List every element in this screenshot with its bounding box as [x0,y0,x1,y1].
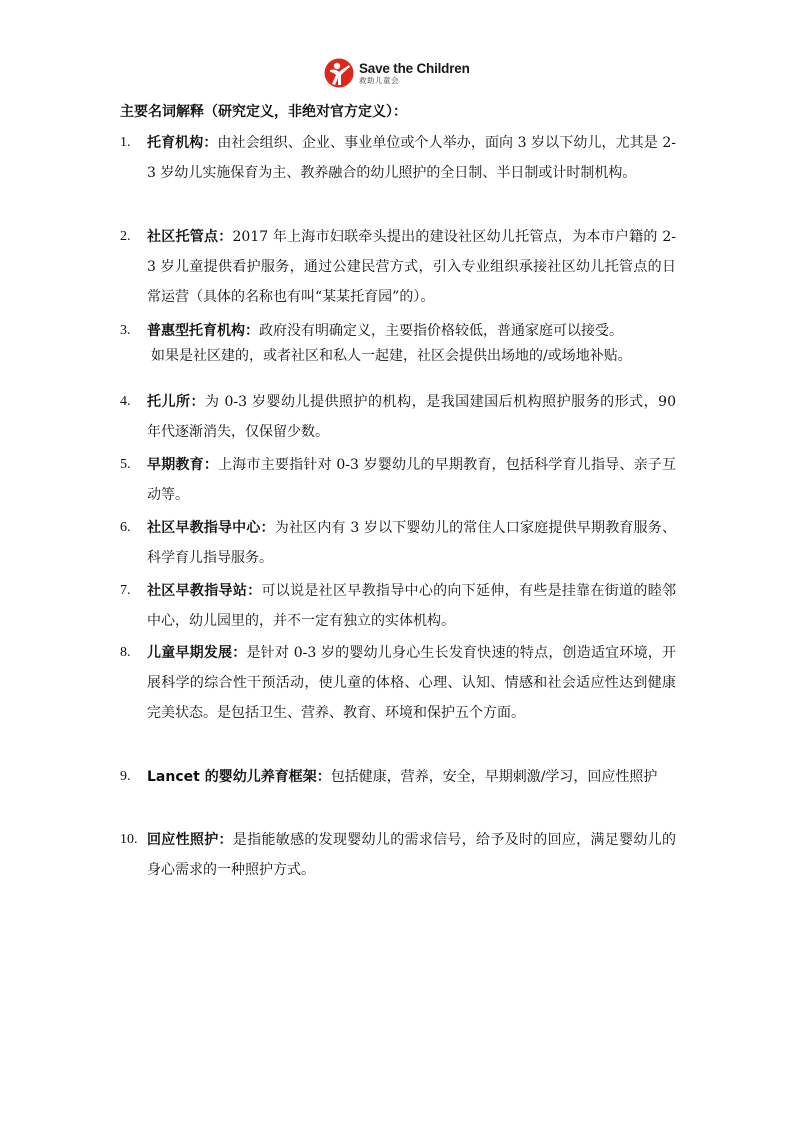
item-number: 1. [120,135,131,150]
item-term: 社区早教指导中心： [147,520,275,536]
page-heading: 主要名词解释（研究定义，非绝对官方定义）： [120,104,407,120]
item-text [147,128,676,188]
item-number: 5. [120,457,131,472]
item-text [147,762,676,792]
item-description: 是指能敏感的发现婴幼儿的需求信号，给予及时的回应，满足婴幼儿的身心需求的一种照护方式。 [147,832,677,878]
item-description: 可以说是社区早教指导中心的向下延伸，有些是挂靠在街道的睦邻中心，幼儿园里的，并不一定有独立的实体机构。 [147,583,677,629]
item-description-continued: 如果是社区建的，或者社区和私人一起建，社区会提供出场地的/或场地补贴。 [151,348,632,364]
item-term: Lancet 的婴幼儿养育框架： [147,769,331,785]
item-text [147,513,676,573]
item-term: 儿童早期发展： [147,645,247,661]
item-term: 托育机构： [147,135,218,151]
item-description: 由社会组织、企业、事业单位或个人举办，面向 3 岁以下幼儿，尤其是 2-3 岁幼儿实施保育为主、教养融合的幼儿照护的全日制、半日制或计时制机构。 [147,135,677,181]
item-number: 9. [120,769,131,784]
item-number: 2. [120,229,131,244]
item-description: 包括健康，营养，安全，早期刺激/学习，回应性照护 [330,769,658,785]
item-description: 上海市主要指针对 0-3 岁婴幼儿的早期教育，包括科学育儿指导、亲子互动等。 [147,457,677,503]
item-term: 普惠型托育机构： [147,323,259,339]
item-description: 是针对 0-3 岁的婴幼儿身心生长发育快速的特点，创造适宜环境，开展科学的综合性干预活动，使儿童的体格、心理、认知、情感和社会适应性达到健康完美状态。是包括卫生、营养、教育、环境和保护五个方面。 [147,645,676,721]
item-term: 托儿所： [147,394,206,410]
item-number: 7. [120,583,131,598]
logo-chinese-name: 救助儿童会 [359,76,399,85]
item-text [147,576,676,636]
item-description: 为 0-3 岁婴幼儿提供照护的机构，是我国建国后机构照护服务的形式，90 年代逐渐消失，仅保留少数。 [147,394,676,440]
item-description: 政府没有明确定义，主要指价格较低，普通家庭可以接受。 [259,323,623,339]
item-term: 社区托管点： [147,229,233,245]
item-term: 早期教育： [147,457,219,473]
item-text [147,450,676,510]
item-number: 10. [120,832,138,847]
item-description: 为社区内有 3 岁以下婴幼儿的常住人口家庭提供早期教育服务、科学育儿指导服务。 [147,520,676,566]
item-number: 8. [120,645,131,660]
item-number: 6. [120,520,131,535]
item-text [147,825,676,885]
item-text [147,222,676,312]
item-number: 3. [120,323,131,338]
item-text [147,638,676,728]
item-description: 2017 年上海市妇联牵头提出的建设社区幼儿托管点，为本市户籍的 2-3 岁儿童提供看护服务，通过公建民营方式，引入专业组织承接社区幼儿托管点的日常运营（具体的名称也有叫“某某托育园”的）。 [147,229,676,305]
item-text [147,316,676,366]
save-the-children-logo [324,55,474,91]
logo-name: Save the Children [359,60,470,76]
item-number: 4. [120,394,131,409]
item-term: 社区早教指导站： [147,583,262,599]
item-text [147,387,676,447]
item-term: 回应性照护： [147,832,233,848]
child-figure-icon [324,58,354,88]
